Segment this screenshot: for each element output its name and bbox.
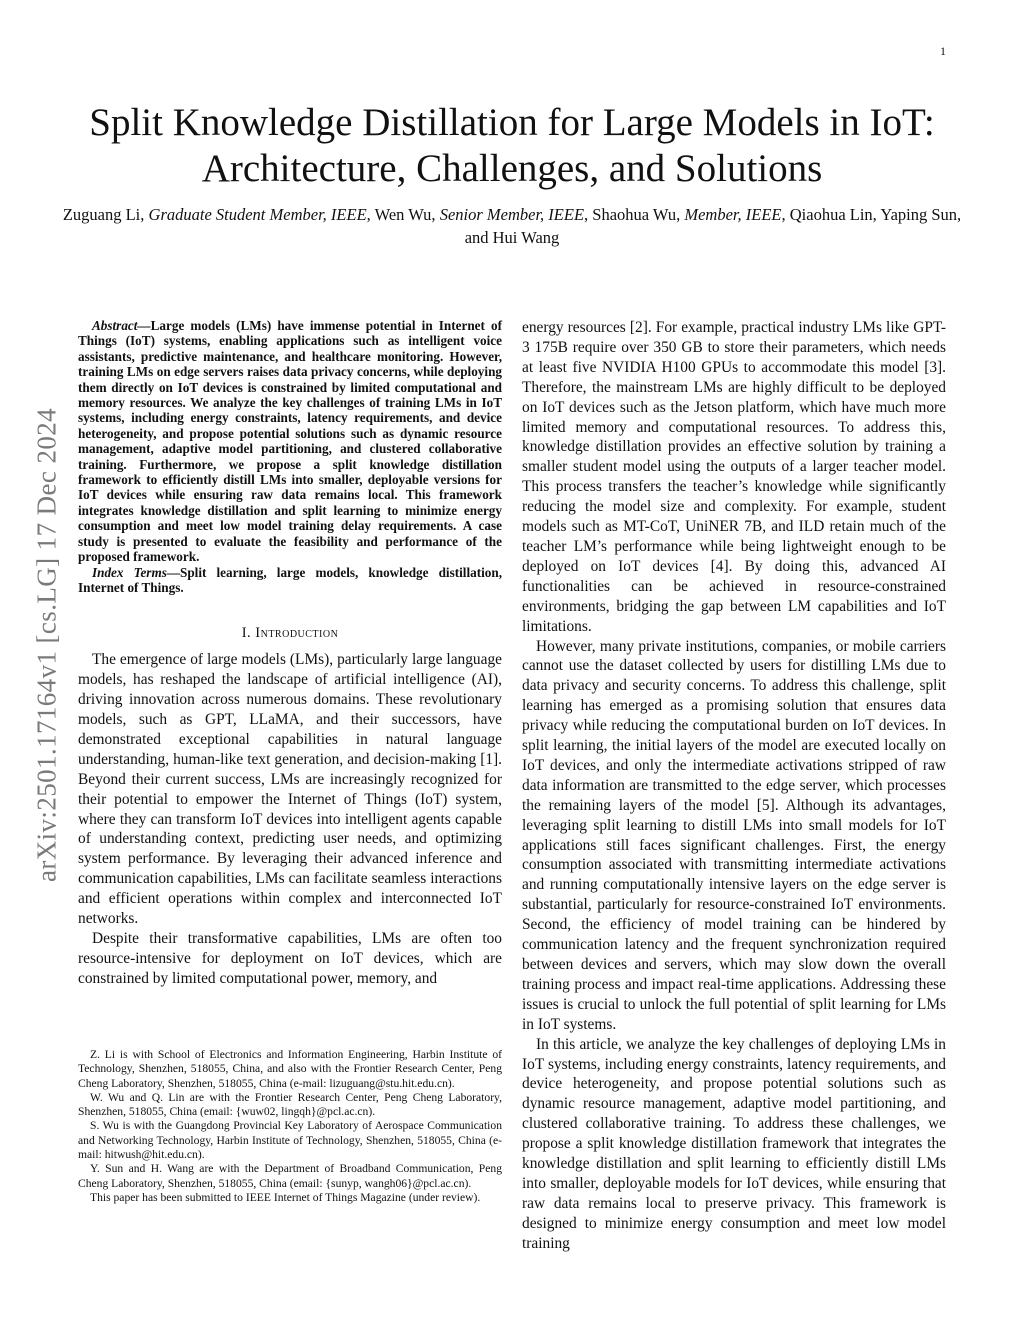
- section-heading-introduction: I. Introduction: [241, 625, 339, 642]
- abstract-text: Large models (LMs) have immense potential in Internet of Things (IoT) systems, enabling applications such as intelligent voice assistants, predictive maintenance, and healthcare monitoring. However, training LMs on edge servers raises data privacy concerns, while deploying them directly on IoT devices is constrained by limited computational and memory resources. We analyze the key challenges of training LMs in IoT systems, including energy constraints, latency requirements, and device heterogeneity, and propose potential solutions such as dynamic resource management, adaptive model partitioning, and clustered collaborative training. Furthermore, we propose a split knowledge distillation framework to efficiently distill LMs into smaller, deployable versions for IoT devices while ensuring raw data remains local. This framework integrates knowledge distillation and split learning to minimize energy consumption and meet low model training delay requirements. A case study is presented to evaluate the feasibility and performance of the proposed framework.: [78, 318, 502, 565]
- index-terms-label: Index Terms—: [92, 564, 181, 580]
- page-number: 1: [940, 44, 946, 58]
- arxiv-identifier-stamp[interactable]: arXiv:2501.17164v1 [cs.LG] 17 Dec 2024: [31, 407, 62, 883]
- abstract-label: Abstract—: [92, 318, 151, 333]
- author-list: [60, 203, 964, 249]
- author-2-role: Senior Member, IEEE: [439, 205, 585, 224]
- footnote-affiliation-sun-wang: Y. Sun and H. Wang are with the Department of Broadband Communication, Peng Cheng Laboratory, Shenzhen, 518055, China (email: {sunyp, wangh06}@pcl.ac.cn).: [78, 1162, 502, 1190]
- intro-paragraph-2-continued: energy resources [2]. For example, practical industry LMs like GPT-3 175B require over 350 GB to store their parameters, which needs at least five NVIDIA H100 GPUs to accommodate this model [3]. Therefore, the mainstream LMs are highly difficult to be deployed on IoT devices such as the Jetson platform, which have much more limited memory and computational resources. To address this, knowledge distillation provides an effective solution by training a smaller student model using the outputs of a larger teacher model. This process transfers the teacher’s knowledge while significantly reducing the model size and complexity. For example, student models such as MT-CoT, UniNER 7B, and ILD retain much of the teacher LM’s performance while being lightweight enough to be deployed on IoT devices [4]. By doing this, advanced AI functionalities can be achieved in resource-constrained environments, bridging the gap between LM capabilities and IoT limitations.: [522, 319, 946, 635]
- footnotes: [78, 1048, 502, 1205]
- intro-paragraph-2-start: Despite their transformative capabilities, LMs are often too resource-intensive for deployment on IoT devices, which are constrained by limited computational power, memory, and: [78, 930, 502, 987]
- right-column: [522, 318, 946, 1254]
- abstract: [78, 318, 502, 565]
- left-column: [78, 318, 502, 989]
- footnote-affiliation-s-wu: S. Wu is with the Guangdong Provincial Key Laboratory of Aerospace Communication and Networking Technology, Harbin Institute of Technology, Shenzhen, 518055, China (e-mail: hitwush@hit.edu.cn).: [78, 1119, 502, 1162]
- author-3-role: Member, IEEE: [684, 205, 782, 224]
- index-terms: [78, 565, 502, 596]
- author-3-name: , Shaohua Wu,: [584, 205, 685, 224]
- index-terms-text: Split learning, large models, knowledge distillation, Internet of Things.: [78, 564, 502, 595]
- author-1-name: Zuguang Li,: [62, 205, 149, 224]
- intro-paragraph-4: In this article, we analyze the key challenges of deploying LMs in IoT systems, including energy constraints, latency requirements, and device heterogeneity, and propose potential solutions such as dynamic resource management, adaptive model partitioning, and clustered collaborative training. To address these challenges, we propose a split knowledge distillation framework that integrates the knowledge distillation and split learning to efficiently distill LMs into smaller, deployable models for IoT devices, while ensuring that raw data remains local to preserve privacy. This framework is designed to minimize energy consumption and meet low model training: [522, 1035, 946, 1252]
- author-2-name: , Wen Wu,: [366, 205, 440, 224]
- footnote-affiliation-wu-lin: W. Wu and Q. Lin are with the Frontier Research Center, Peng Cheng Laboratory, Shenzhen, 518055, China (email: {wuw02, lingqh}@pcl.ac.cn).: [78, 1090, 502, 1119]
- intro-paragraph-1: The emergence of large models (LMs), particularly large language models, has reshaped the landscape of artificial intelligence (AI), driving innovation across numerous domains. These revolutionary models, such as GPT, LLaMA, and their successors, have demonstrated exceptional capabilities in natural language understanding, human-like text generation, and decision-making [1]. Beyond their current success, LMs are increasingly recognized for their potential to empower the Internet of Things (IoT) system, where they can transform IoT devices into intelligent agents capable of understanding context, predicting user needs, and optimizing system performance. By leveraging their advanced inference and communication capabilities, LMs can facilitate seamless interactions and efficient operations within complex and interconnected IoT networks.: [78, 651, 502, 928]
- intro-paragraph-3: However, many private institutions, companies, or mobile carriers cannot use the dataset collected by users for distilling LMs due to data privacy and security concerns. To address this challenge, split learning has emerged as a promising solution that ensures data privacy while reducing the computational burden on IoT devices. In split learning, the initial layers of the model are executed locally on IoT devices, and only the intermediate activations stripped of raw data information are transmitted to the edge server, which processes the remaining layers of the model [5]. Although its advantages, leveraging split learning to distill LMs into small models for IoT applications still faces significant challenges. First, the energy consumption associated with transmitting intermediate activations and running computationally intensive layers on the edge server is substantial, particularly for resource-constrained IoT environments. Second, the efficiency of model training can be hindered by communication latency and the frequent synchronization required between devices and servers, which may slow down the overall training process and impact real-time applications. Addressing these issues is crucial to unlock the full potential of split learning for LMs in IoT systems.: [522, 637, 946, 1033]
- authors-remaining: , Qiaohua Lin, Yaping Sun, and Hui Wang: [464, 205, 962, 247]
- footnote-affiliation-li: Z. Li is with School of Electronics and Information Engineering, Harbin Institute of Technology, Shenzhen, 518055, China, and also with the Frontier Research Center, Peng Cheng Laboratory, Shenzhen, 518055, China (e-mail: lizuguang@stu.hit.edu.cn).: [78, 1048, 502, 1090]
- paper-title: Split Knowledge Distillation for Large Models in IoT: Architecture, Challenges, and Solutions: [89, 101, 935, 190]
- author-1-role: Graduate Student Member, IEEE: [148, 205, 367, 224]
- footnote-submission-note: This paper has been submitted to IEEE Internet of Things Magazine (under review).: [90, 1190, 481, 1204]
